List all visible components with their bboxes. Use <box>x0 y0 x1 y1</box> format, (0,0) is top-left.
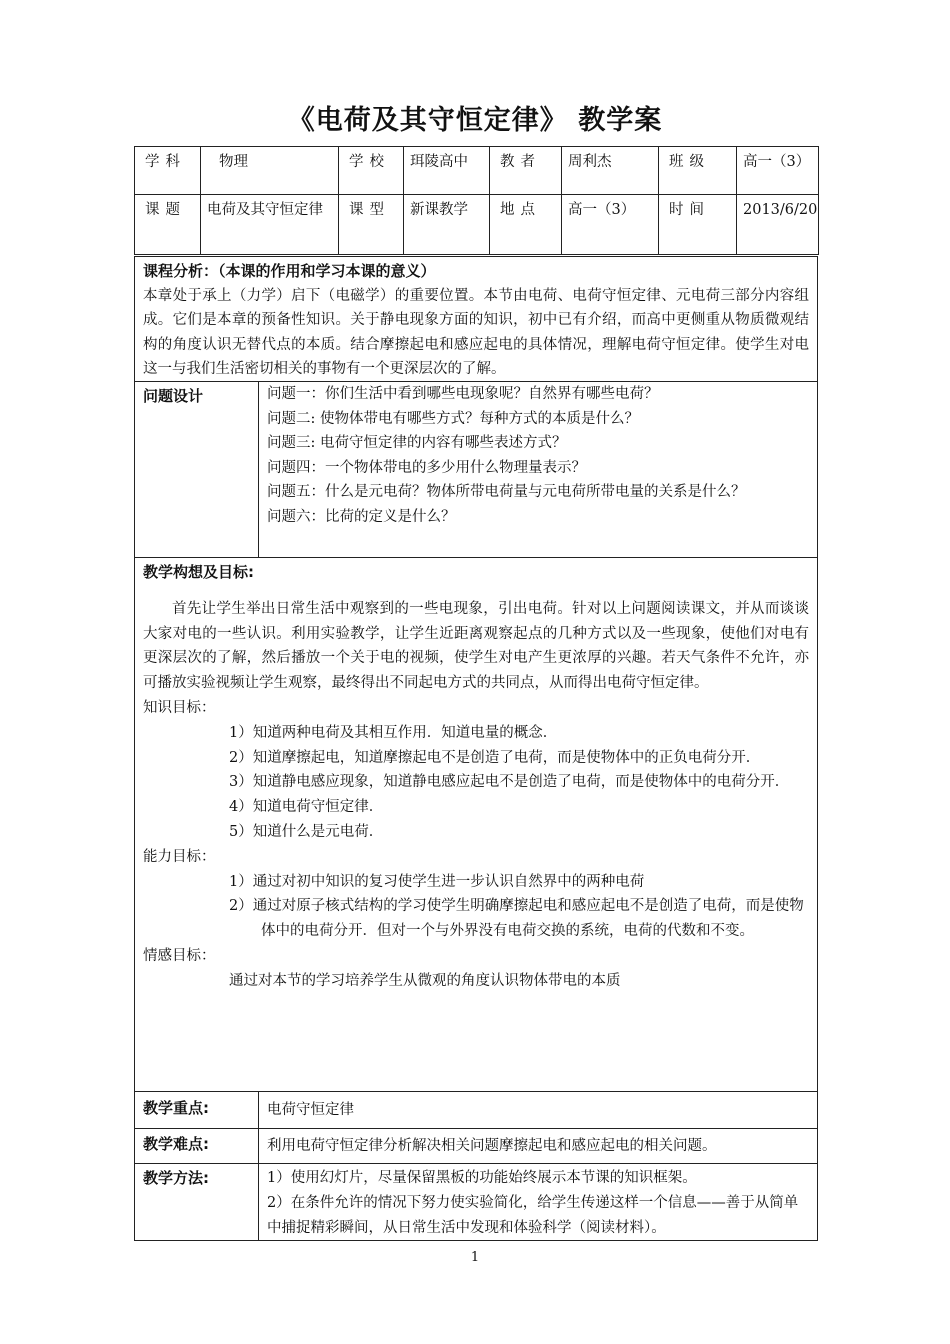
difficulty-value: 利用电荷守恒定律分析解决相关问题摩擦起电和感应起电的相关问题。 <box>267 1138 717 1154</box>
knowledge-goals-label: 知识目标： <box>143 699 216 716</box>
class-label: 班级 <box>659 147 737 195</box>
document-title: 《电荷及其守恒定律》 教学案 <box>287 105 663 136</box>
subject-value: 物理 <box>201 147 339 195</box>
school-label: 学校 <box>339 147 404 195</box>
knowledge-goal-item: 5）知道什么是元电荷． <box>229 823 384 840</box>
question-item: 问题三: 电荷守恒定律的内容有哪些表述方式？ <box>267 435 567 451</box>
question-design-label: 问题设计 <box>135 382 259 557</box>
difficulty-label: 教学难点: <box>135 1129 259 1163</box>
teacher-label: 教者 <box>490 147 562 195</box>
class-value: 高一（3） <box>737 147 819 195</box>
page-number: 1 <box>470 1250 480 1265</box>
knowledge-goal-item: 4）知道电荷守恒定律． <box>229 799 384 816</box>
teaching-goals-section <box>134 557 818 1092</box>
time-label: 时间 <box>659 195 737 255</box>
question-design-section <box>134 381 818 558</box>
key-point-section <box>134 1091 818 1129</box>
type-value: 新课教学 <box>404 195 490 255</box>
knowledge-goal-item: 2）知道摩擦起电，知道摩擦起电不是创造了电荷，而是使物体中的正负电荷分开． <box>229 749 761 766</box>
question-item: 问题五：什么是元电荷？物体所带电荷量与元电荷所带电量的关系是什么？ <box>267 484 746 500</box>
question-item: 问题二: 使物体带电有哪些方式？每种方式的本质是什么？ <box>267 410 639 427</box>
teaching-intro: 首先让学生举出日常生活中观察到的一些电现象，引出电荷。针对以上问题阅读课文，并从而谈谈大家对电的一些认识。利用实验教学，让学生近距离观察起点的几种方式以及一些现象，使他们对电有更深层次的了解，然后播放一个关于电的视频，使学生对电产生更浓厚的兴趣。若天气条件不允许，亦可播放实验视频让学生观察，最终得出不同起电方式的共同点，从而得出电荷守恒定律。 <box>143 600 809 692</box>
place-value: 高一（3） <box>562 195 659 255</box>
ability-goals-label: 能力目标： <box>143 848 216 865</box>
type-label: 课型 <box>339 195 404 255</box>
course-analysis-heading: 课程分析：（本课的作用和学习本课的意义） <box>143 262 436 280</box>
difficulty-section <box>134 1128 818 1164</box>
course-analysis-text: 本章处于承上（力学）启下（电磁学）的重要位置。本节由电荷、电荷守恒定律、元电荷三部分内容组成。它们是本章的预备性知识。关于静电现象方面的知识，初中已有介绍，而高中更侧重从物质微观结构的角度认识无替代点的本质。结合摩擦起电和感应起电的具体情况，理解电荷守恒定律。使学生对电这一与我们生活密切相关的事物有一个更深层次的了解。 <box>143 287 809 377</box>
time-value: 2013/6/20 <box>737 195 819 255</box>
teaching-goals-heading: 教学构想及目标: <box>143 563 254 581</box>
ability-goal-item: 1）通过对初中知识的复习使学生进一步认识自然界中的两种电荷 <box>229 873 645 890</box>
teacher-value: 周利杰 <box>562 147 659 195</box>
question-item: 问题四：一个物体带电的多少用什么物理量表示？ <box>267 459 586 476</box>
method-item: 1）使用幻灯片，尽量保留黑板的功能始终展示本节课的知识框架。 <box>267 1170 697 1186</box>
ability-goal-item: 2）通过对原子核式结构的学习使学生明确摩擦起电和感应起电不是创造了电荷，而是使物体中的电荷分开．但对一个与外界没有电荷交换的系统，电荷的代数和不变。 <box>229 898 804 940</box>
topic-value: 电荷及其守恒定律 <box>201 195 339 255</box>
emotion-goal-text: 通过对本节的学习培养学生从微观的角度认识物体带电的本质 <box>229 972 621 989</box>
emotion-goals-label: 情感目标： <box>143 947 216 964</box>
school-value: 珥陵高中 <box>404 147 490 195</box>
knowledge-goal-item: 3）知道静电感应现象，知道静电感应起电不是创造了电荷，而是使物体中的电荷分开． <box>229 774 790 791</box>
key-point-label: 教学重点: <box>135 1092 259 1128</box>
question-item: 问题六：比荷的定义是什么？ <box>267 508 456 525</box>
question-item: 问题一：你们生活中看到哪些电现象呢？自然界有哪些电荷？ <box>267 386 659 402</box>
course-analysis-section <box>134 256 818 382</box>
subject-label: 学科 <box>135 147 201 195</box>
method-item: 2）在条件允许的情况下努力使实验简化，给学生传递这样一个信息——善于从简单中捕捉精彩瞬间，从日常生活中发现和体验科学（阅读材料）。 <box>267 1195 799 1236</box>
knowledge-goal-item: 1）知道两种电荷及其相互作用．知道电量的概念． <box>229 724 558 741</box>
key-point-value: 电荷守恒定律 <box>267 1102 354 1118</box>
place-label: 地点 <box>490 195 562 255</box>
method-label: 教学方法: <box>135 1164 259 1240</box>
info-table <box>134 146 819 255</box>
topic-label: 课题 <box>135 195 201 255</box>
method-section <box>134 1163 818 1241</box>
